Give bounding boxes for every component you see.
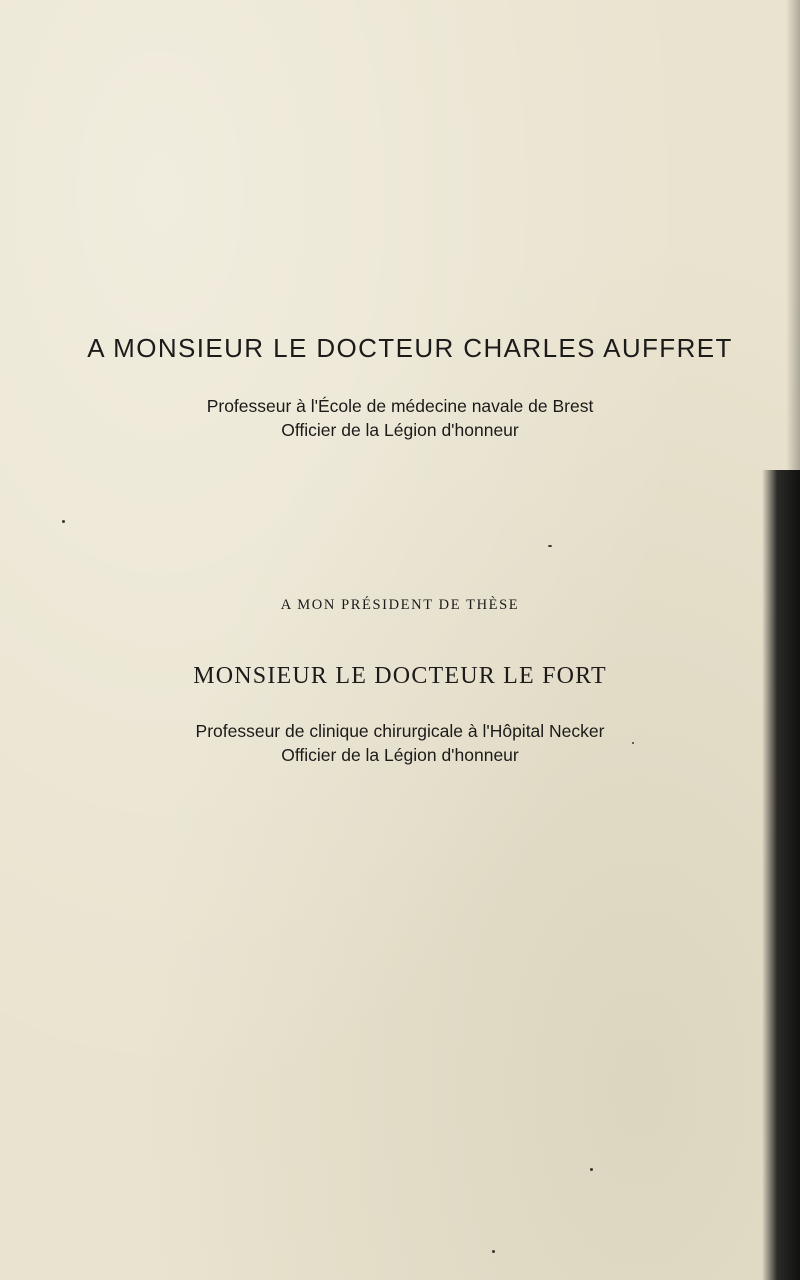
auffret-honour-line: Officier de la Légion d'honneur	[281, 420, 519, 440]
dedication-heading-le-fort: MONSIEUR LE DOCTEUR LE FORT	[193, 663, 607, 689]
le-fort-title-line: Professeur de clinique chirurgicale à l'Hôpital Necker	[195, 721, 605, 741]
thesis-president-eyebrow: A MON PRÉSIDENT DE THÈSE	[280, 597, 520, 613]
paper-speck	[590, 1168, 593, 1171]
paper-speck	[632, 742, 634, 744]
binding-edge	[762, 470, 800, 1280]
le-fort-honour-line: Officier de la Légion d'honneur	[281, 745, 519, 765]
paper-speck	[548, 545, 552, 547]
paper-speck	[492, 1250, 495, 1253]
binding-edge-upper	[786, 0, 800, 470]
dedication-auffret	[0, 332, 800, 442]
auffret-title-line: Professeur à l'École de médecine navale de Brest	[206, 396, 594, 416]
dedication-heading-auffret: A MONSIEUR LE DOCTEUR CHARLES AUFFRET	[87, 333, 733, 363]
paper-speck	[62, 520, 65, 523]
dedication-le-fort	[0, 595, 800, 767]
